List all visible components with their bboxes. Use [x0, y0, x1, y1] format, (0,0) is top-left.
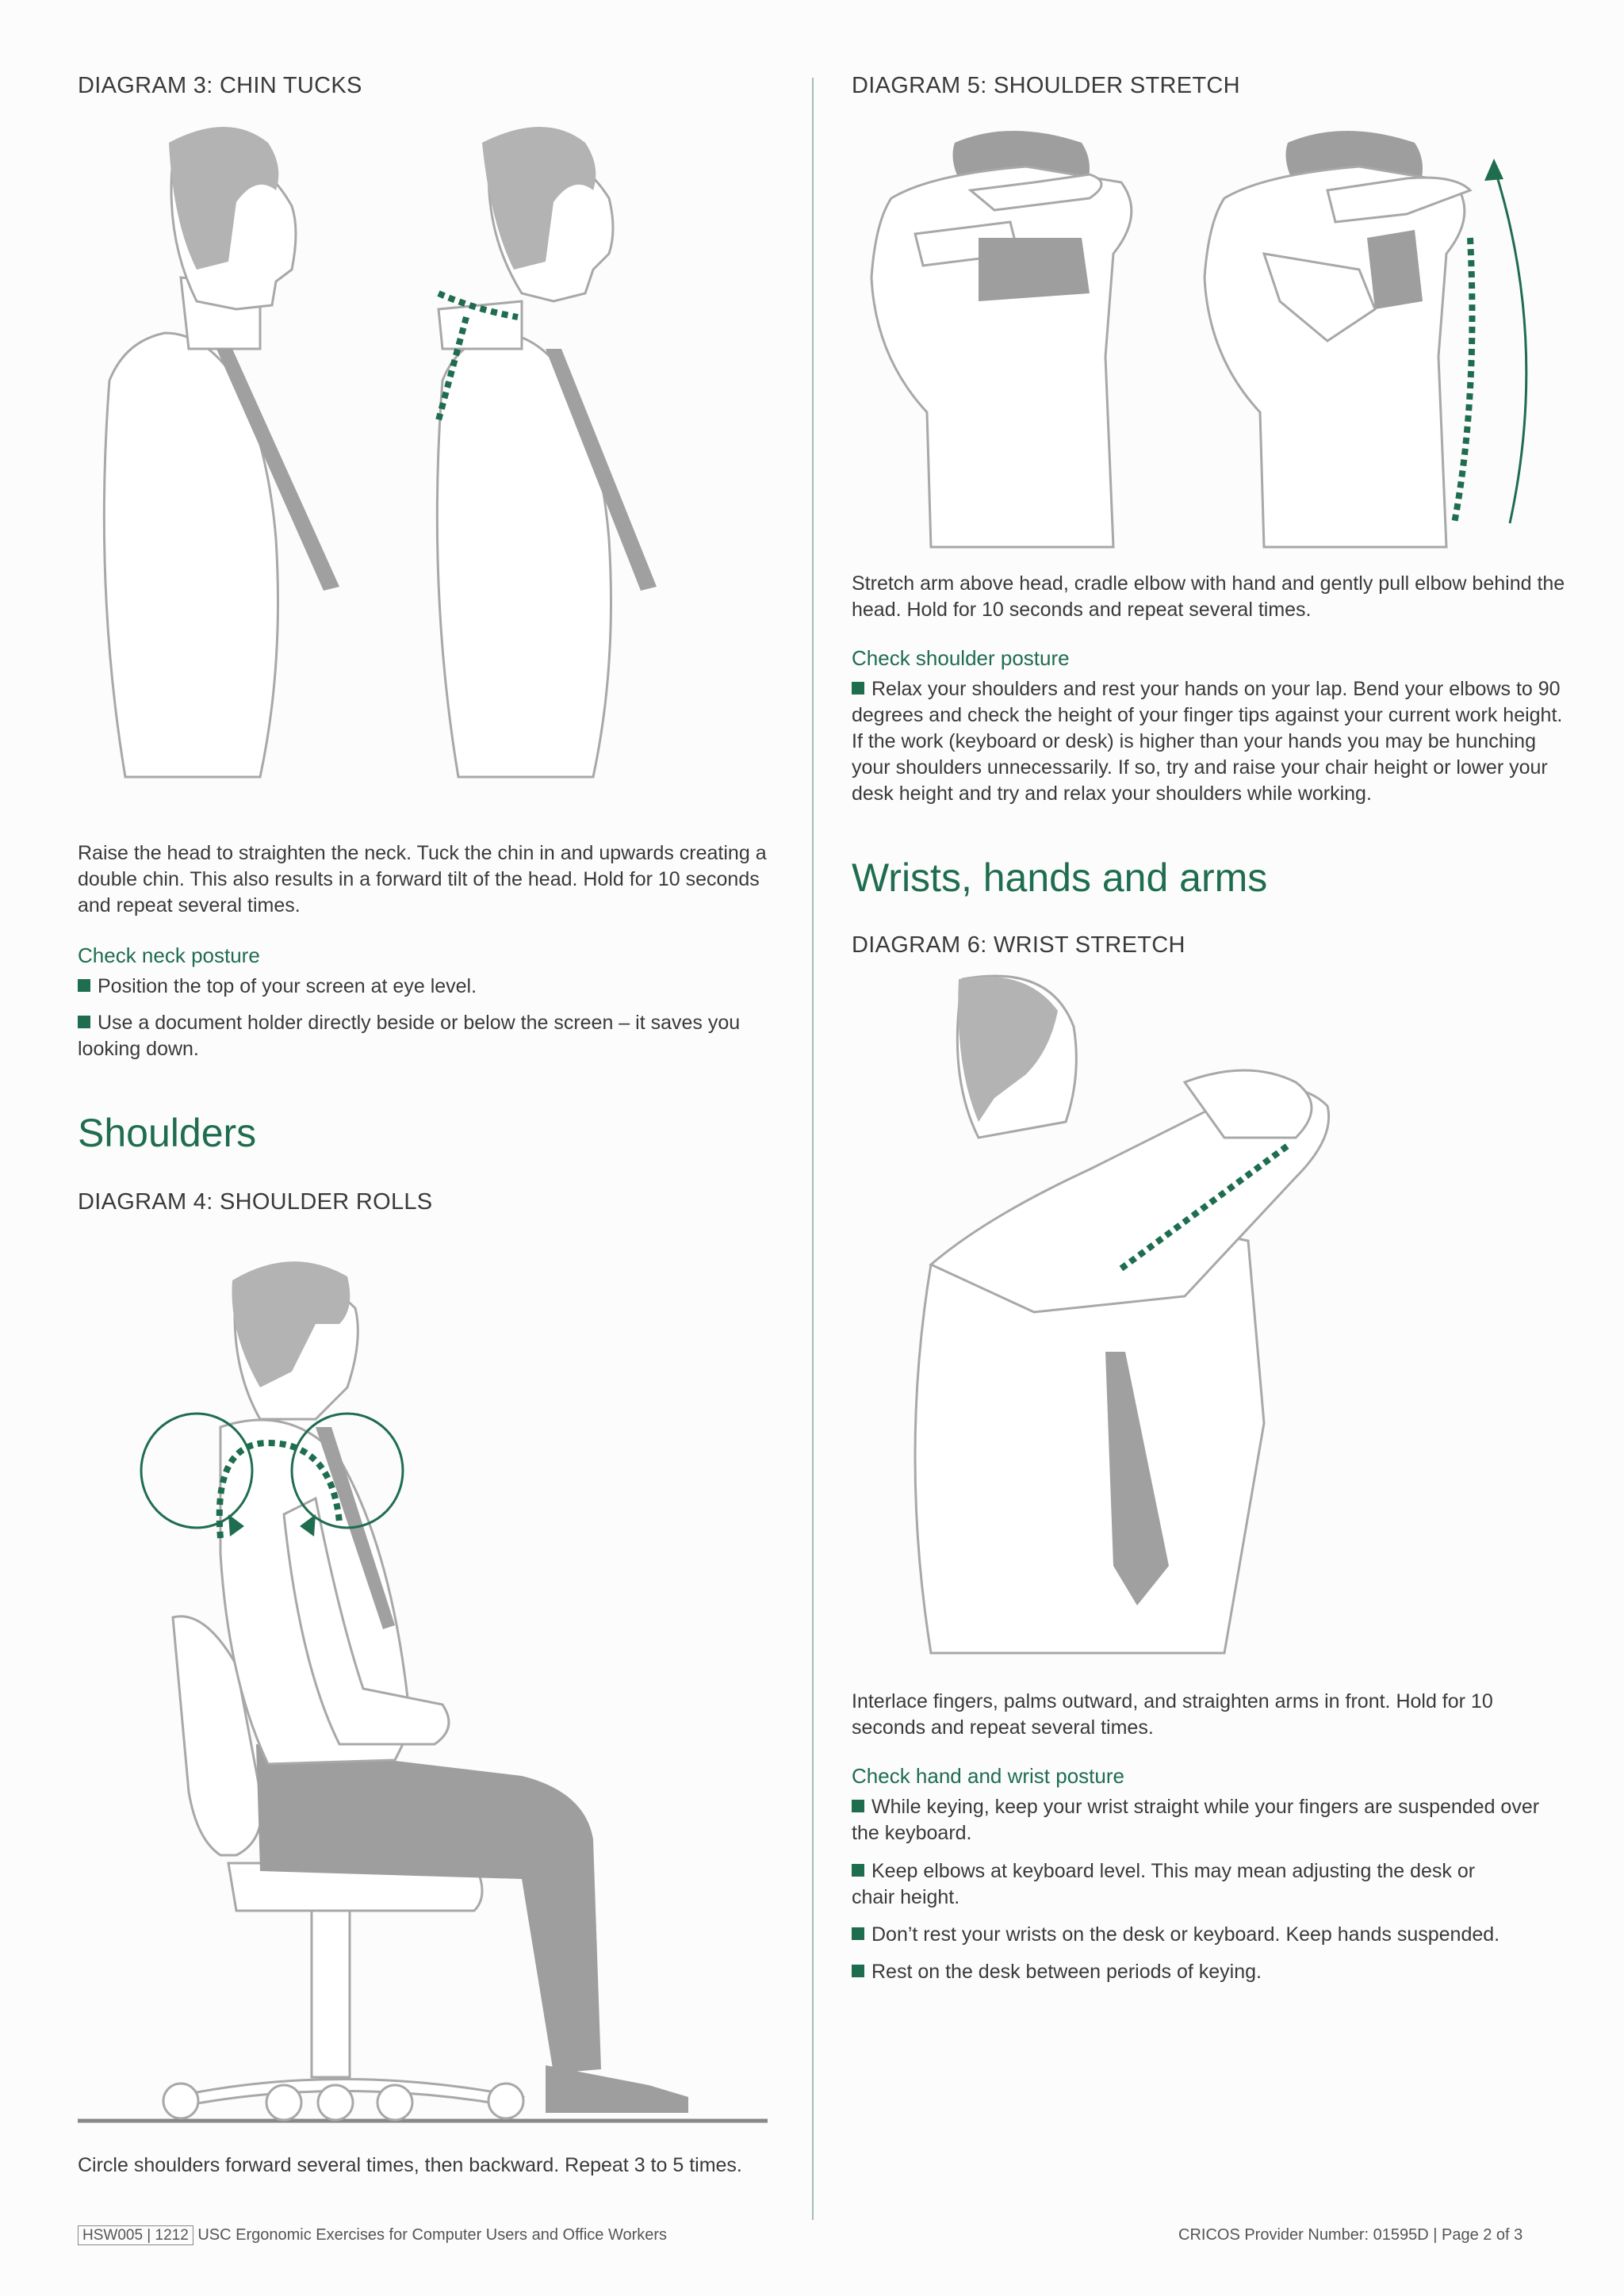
wrist-bullet-1: While keying, keep your wrist straight while your fingers are suspended over the keyboard. — [852, 1796, 1540, 1844]
bullet-square-icon — [852, 1864, 864, 1877]
column-divider — [812, 78, 814, 2220]
check-shoulder-posture-heading: Check shoulder posture — [852, 646, 1070, 670]
document-title: USC Ergonomic Exercises for Computer Users and Office Workers — [197, 2226, 668, 2244]
shoulder-rolls-illustration — [78, 1237, 776, 2125]
wrist-bullet-3: Don’t rest your wrists on the desk or keyboard. Keep hands suspended. — [852, 1922, 1565, 1948]
footer-cricos: CRICOS Provider Number: 01595D | Page 2 of 3 — [1178, 2226, 1523, 2244]
diagram-4-title: DIAGRAM 4: SHOULDER ROLLS — [78, 1189, 433, 1215]
wrist-bullet-4: Rest on the desk between periods of keying. — [852, 1959, 1565, 1985]
footer-left — [78, 2226, 667, 2244]
diagram-6-description: Interlace fingers, palms outward, and straighten arms in front. Hold for 10 seconds and repeat several times. — [852, 1690, 1493, 1739]
shoulder-bullet-1: Relax your shoulders and rest your hands on your lap. Bend your elbows to 90 degrees and check the height of your finger tips against your current work height. If the work (keyboard or desk) is higher than your hands you may be hunching your shoulders unnecessarily. If so, try and raise your chair height or lower your desk height and try and relax your shoulders while working. — [852, 678, 1563, 805]
diagram-5-description: Stretch arm above head, cradle elbow with hand and gently pull elbow behind the head. Hold for 10 seconds and repeat several times. — [852, 572, 1565, 621]
diagram-5-title: DIAGRAM 5: SHOULDER STRETCH — [852, 73, 1240, 98]
check-hand-wrist-posture-heading: Check hand and wrist posture — [852, 1764, 1124, 1788]
bullet-square-icon — [78, 1016, 90, 1028]
neck-bullet-1: Position the top of your screen at eye level. — [78, 974, 776, 1000]
diagram-4-description: Circle shoulders forward several times, then backward. Repeat 3 to 5 times. — [78, 2154, 742, 2176]
chin-tucks-illustration — [78, 111, 791, 825]
wrist-stretch-illustration — [852, 979, 1565, 1661]
bullet-square-icon — [852, 682, 864, 695]
diagram-6-title: DIAGRAM 6: WRIST STRETCH — [852, 932, 1185, 958]
section-shoulders-heading: Shoulders — [78, 1111, 257, 1155]
check-neck-posture-heading: Check neck posture — [78, 943, 260, 967]
bullet-square-icon — [852, 1965, 864, 1977]
bullet-square-icon — [852, 1800, 864, 1812]
diagram-3-description: Raise the head to straighten the neck. Tuck the chin in and upwards creating a double chin. This also results in a forward tilt of the head. Hold for 10 seconds and repeat several times. — [78, 842, 767, 916]
wrist-bullet-2: Keep elbows at keyboard level. This may mean adjusting the desk or chair height. — [852, 1860, 1476, 1908]
section-wrists-heading: Wrists, hands and arms — [852, 855, 1268, 900]
neck-bullet-2: Use a document holder directly beside or below the screen – it saves you looking down. — [78, 1012, 741, 1060]
document-code: HSW005 | 1212 — [78, 2225, 193, 2245]
diagram-3-title: DIAGRAM 3: CHIN TUCKS — [78, 73, 362, 98]
bullet-square-icon — [852, 1927, 864, 1940]
shoulder-stretch-illustration — [852, 119, 1565, 555]
bullet-square-icon — [78, 979, 90, 992]
